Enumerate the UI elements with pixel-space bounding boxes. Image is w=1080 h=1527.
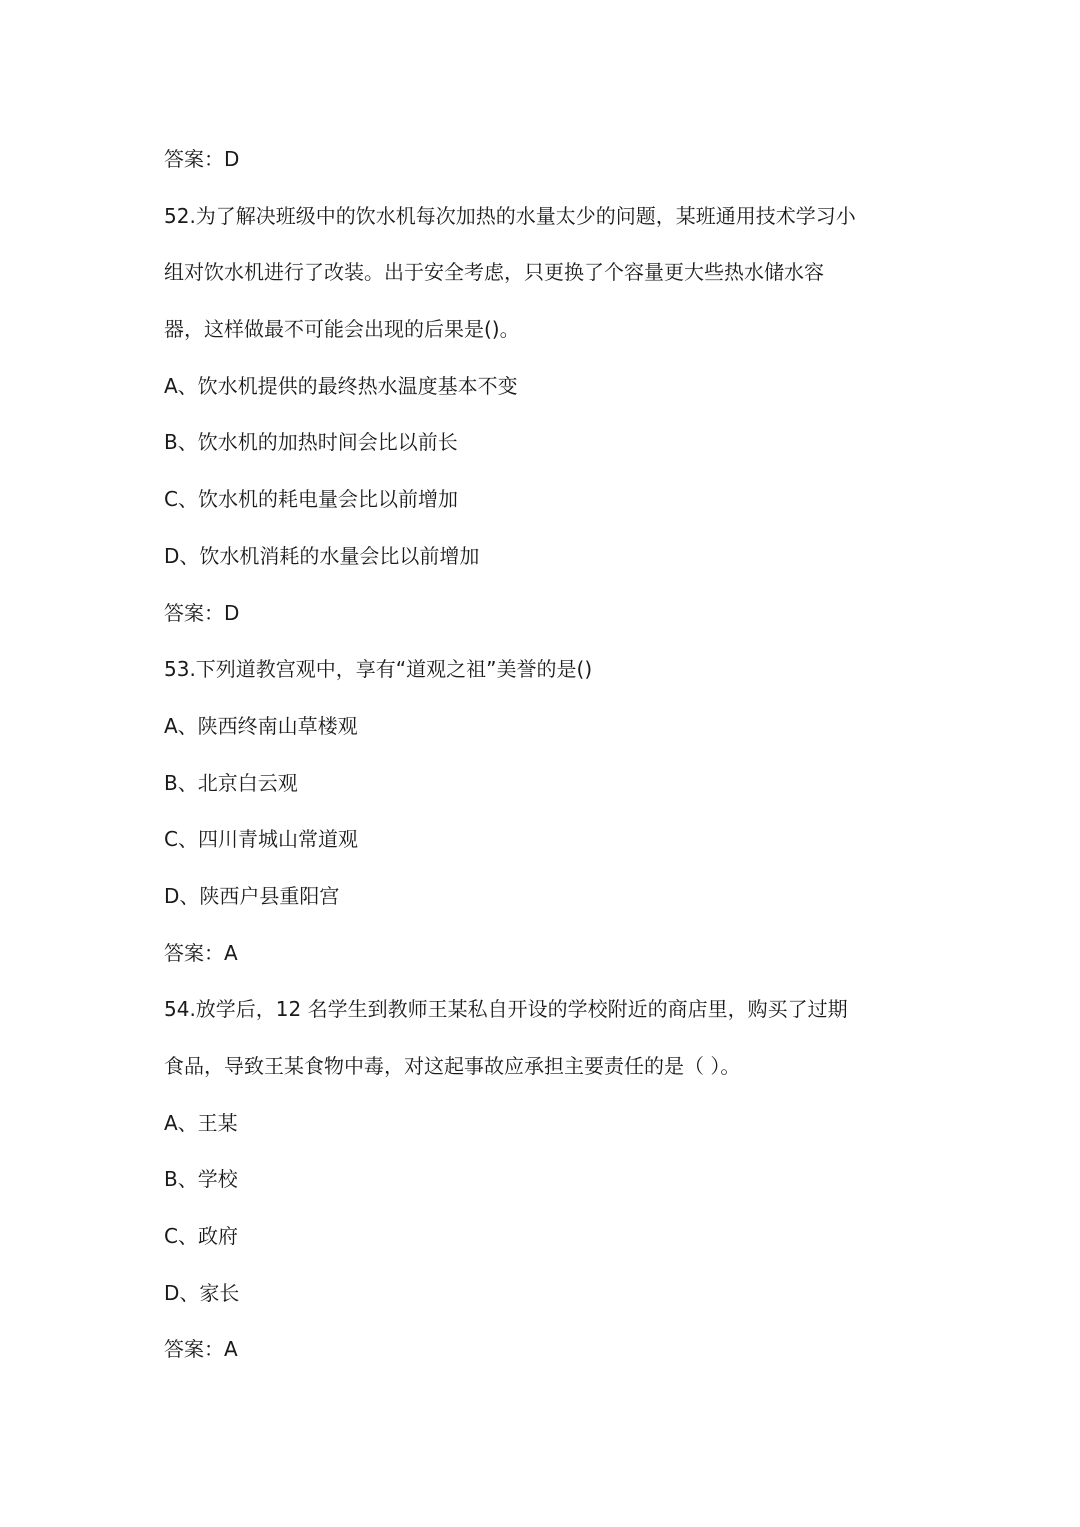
question-54-line-2: 食品，导致王某食物中毒，对这起事故应承担主要责任的是（ ）。 — [164, 1054, 741, 1078]
option-52-c: C、饮水机的耗电量会比以前增加 — [164, 487, 458, 512]
option-53-d: D、陕西户县重阳宫 — [164, 883, 340, 908]
option-54-d: D、家长 — [164, 1280, 240, 1305]
option-54-a: A、王某 — [164, 1110, 238, 1135]
question-52-line-2: 组对饮水机进行了改装。出于安全考虑，只更换了个容量更大些热水储水容 — [164, 260, 824, 285]
answer-51: 答案：D — [164, 147, 240, 171]
question-52-line-3: 器，这样做最不可能会出现的后果是()。 — [164, 317, 520, 342]
option-54-b: B、学校 — [164, 1167, 238, 1192]
answer-54: 答案：A — [164, 1337, 238, 1362]
question-54-line-1: 54.放学后，12 名学生到教师王某私自开设的学校附近的商店里，购买了过期 — [164, 997, 848, 1022]
option-52-b: B、饮水机的加热时间会比以前长 — [164, 430, 458, 455]
answer-53: 答案：A — [164, 940, 238, 965]
option-52-d: D、饮水机消耗的水量会比以前增加 — [164, 543, 480, 568]
option-54-c: C、政府 — [164, 1224, 238, 1249]
option-53-a: A、陕西终南山草楼观 — [164, 713, 358, 738]
document-page — [164, 131, 924, 1378]
answer-52: 答案：D — [164, 600, 240, 625]
question-52-line-1: 52.为了解决班级中的饮水机每次加热的水量太少的问题，某班通用技术学习小 — [164, 203, 856, 228]
question-53: 53.下列道教宫观中，享有“道观之祖”美誉的是() — [164, 657, 593, 682]
option-53-b: B、北京白云观 — [164, 770, 298, 795]
option-53-c: C、四川青城山常道观 — [164, 827, 358, 852]
option-52-a: A、饮水机提供的最终热水温度基本不变 — [164, 373, 518, 398]
